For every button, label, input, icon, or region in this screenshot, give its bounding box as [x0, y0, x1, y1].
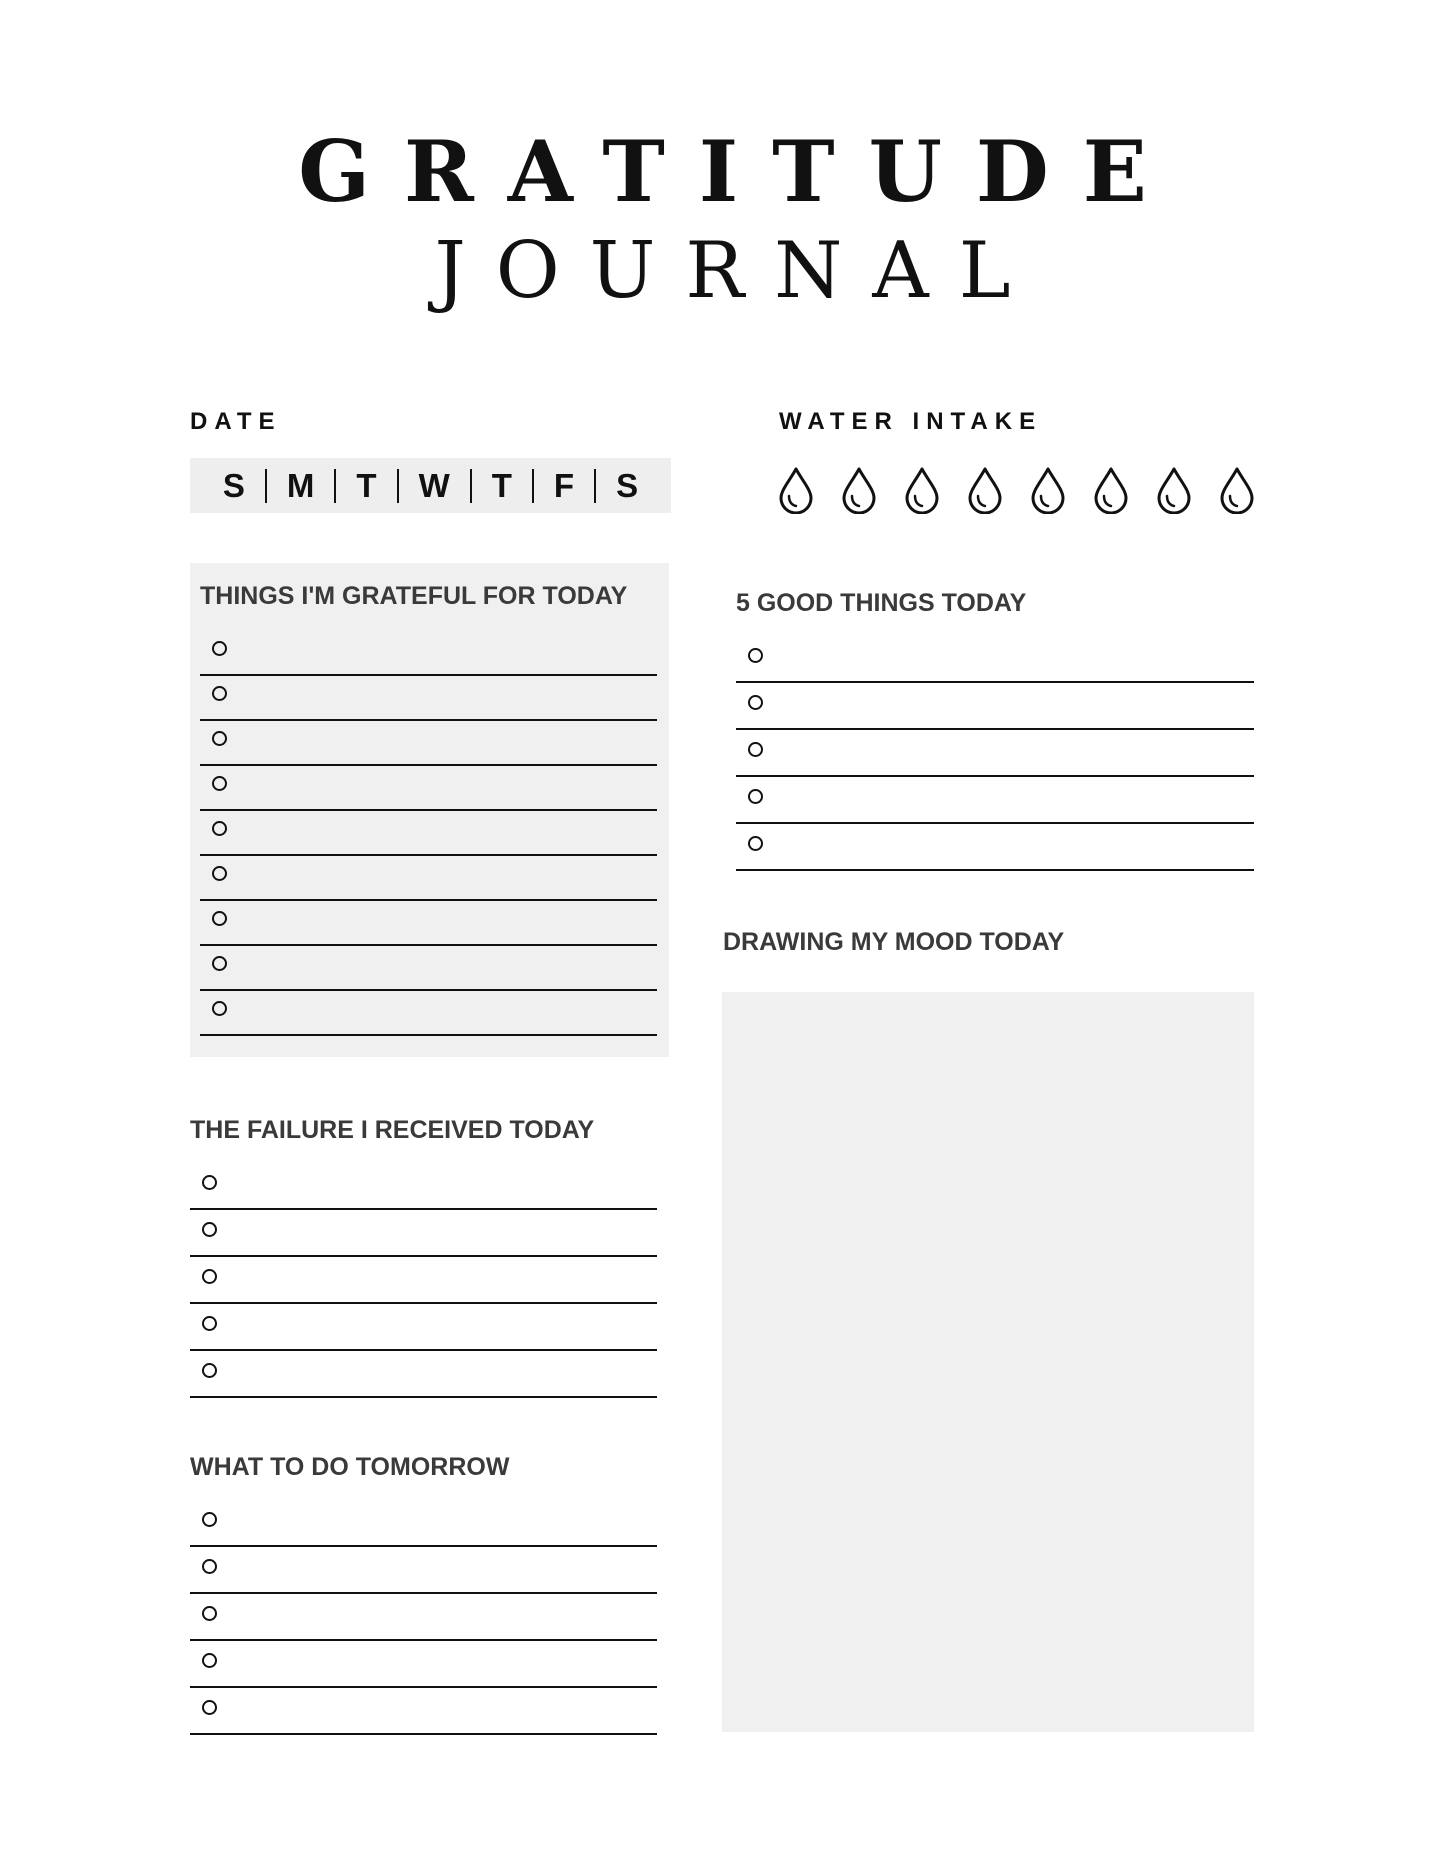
water-drop-icon[interactable] [1154, 466, 1194, 514]
water-drop-icon[interactable] [776, 466, 816, 514]
circle-bullet-icon[interactable] [212, 956, 227, 971]
water-drop-icon[interactable] [1091, 466, 1131, 514]
circle-bullet-icon[interactable] [748, 836, 763, 851]
tomorrow-title: WHAT TO DO TOMORROW [190, 1453, 510, 1481]
day-friday[interactable]: F [553, 467, 575, 504]
circle-bullet-icon[interactable] [202, 1269, 217, 1284]
list-item[interactable] [200, 717, 657, 766]
list-item[interactable] [200, 807, 657, 856]
title-journal: JOURNAL [434, 226, 1041, 316]
list-item[interactable] [736, 728, 1254, 777]
list-item[interactable] [200, 672, 657, 721]
circle-bullet-icon[interactable] [202, 1653, 217, 1668]
list-item[interactable] [190, 1498, 657, 1547]
circle-bullet-icon[interactable] [212, 1001, 227, 1016]
circle-bullet-icon[interactable] [212, 686, 227, 701]
water-drop-icon[interactable] [902, 466, 942, 514]
list-item[interactable] [736, 681, 1254, 730]
day-saturday[interactable]: S [616, 467, 639, 504]
circle-bullet-icon[interactable] [748, 695, 763, 710]
circle-bullet-icon[interactable] [202, 1222, 217, 1237]
circle-bullet-icon[interactable] [748, 648, 763, 663]
circle-bullet-icon[interactable] [212, 731, 227, 746]
list-item[interactable] [200, 852, 657, 901]
list-item[interactable] [190, 1592, 657, 1641]
list-item[interactable] [200, 987, 657, 1036]
circle-bullet-icon[interactable] [202, 1606, 217, 1621]
good-things-title: 5 GOOD THINGS TODAY [736, 589, 1027, 617]
day-tuesday[interactable]: T [356, 467, 377, 504]
circle-bullet-icon[interactable] [212, 776, 227, 791]
circle-bullet-icon[interactable] [202, 1700, 217, 1715]
list-item[interactable] [736, 634, 1254, 683]
circle-bullet-icon[interactable] [202, 1512, 217, 1527]
mood-drawing-area[interactable] [722, 992, 1254, 1732]
list-item[interactable] [190, 1255, 657, 1304]
list-item[interactable] [200, 762, 657, 811]
water-drop-row [776, 466, 1280, 514]
circle-bullet-icon[interactable] [202, 1559, 217, 1574]
list-item[interactable] [200, 627, 657, 676]
circle-bullet-icon[interactable] [212, 866, 227, 881]
water-drop-icon[interactable] [839, 466, 879, 514]
failure-title: THE FAILURE I RECEIVED TODAY [190, 1116, 595, 1144]
list-item[interactable] [190, 1302, 657, 1351]
circle-bullet-icon[interactable] [212, 821, 227, 836]
water-drop-icon[interactable] [965, 466, 1005, 514]
mood-title: DRAWING MY MOOD TODAY [723, 928, 1065, 956]
day-thursday[interactable]: T [491, 467, 512, 504]
list-item[interactable] [736, 775, 1254, 824]
circle-bullet-icon[interactable] [202, 1363, 217, 1378]
water-drop-icon[interactable] [1217, 466, 1257, 514]
list-item[interactable] [190, 1686, 657, 1735]
water-intake-label: WATER INTAKE [779, 408, 1043, 435]
list-item[interactable] [190, 1545, 657, 1594]
water-drop-icon[interactable] [1028, 466, 1068, 514]
list-item[interactable] [200, 942, 657, 991]
list-item[interactable] [190, 1161, 657, 1210]
day-monday[interactable]: M [286, 467, 315, 504]
day-wednesday[interactable]: W [418, 467, 450, 504]
grateful-title: THINGS I'M GRATEFUL FOR TODAY [200, 582, 628, 610]
circle-bullet-icon[interactable] [202, 1175, 217, 1190]
title-gratitude: GRATITUDE [298, 122, 1181, 221]
circle-bullet-icon[interactable] [748, 742, 763, 757]
list-item[interactable] [190, 1639, 657, 1688]
circle-bullet-icon[interactable] [748, 789, 763, 804]
circle-bullet-icon[interactable] [212, 911, 227, 926]
weekday-selector [190, 458, 671, 513]
list-item[interactable] [200, 897, 657, 946]
date-label: DATE [190, 408, 282, 435]
circle-bullet-icon[interactable] [202, 1316, 217, 1331]
day-sunday[interactable]: S [222, 467, 245, 504]
list-item[interactable] [190, 1349, 657, 1398]
list-item[interactable] [736, 822, 1254, 871]
list-item[interactable] [190, 1208, 657, 1257]
circle-bullet-icon[interactable] [212, 641, 227, 656]
